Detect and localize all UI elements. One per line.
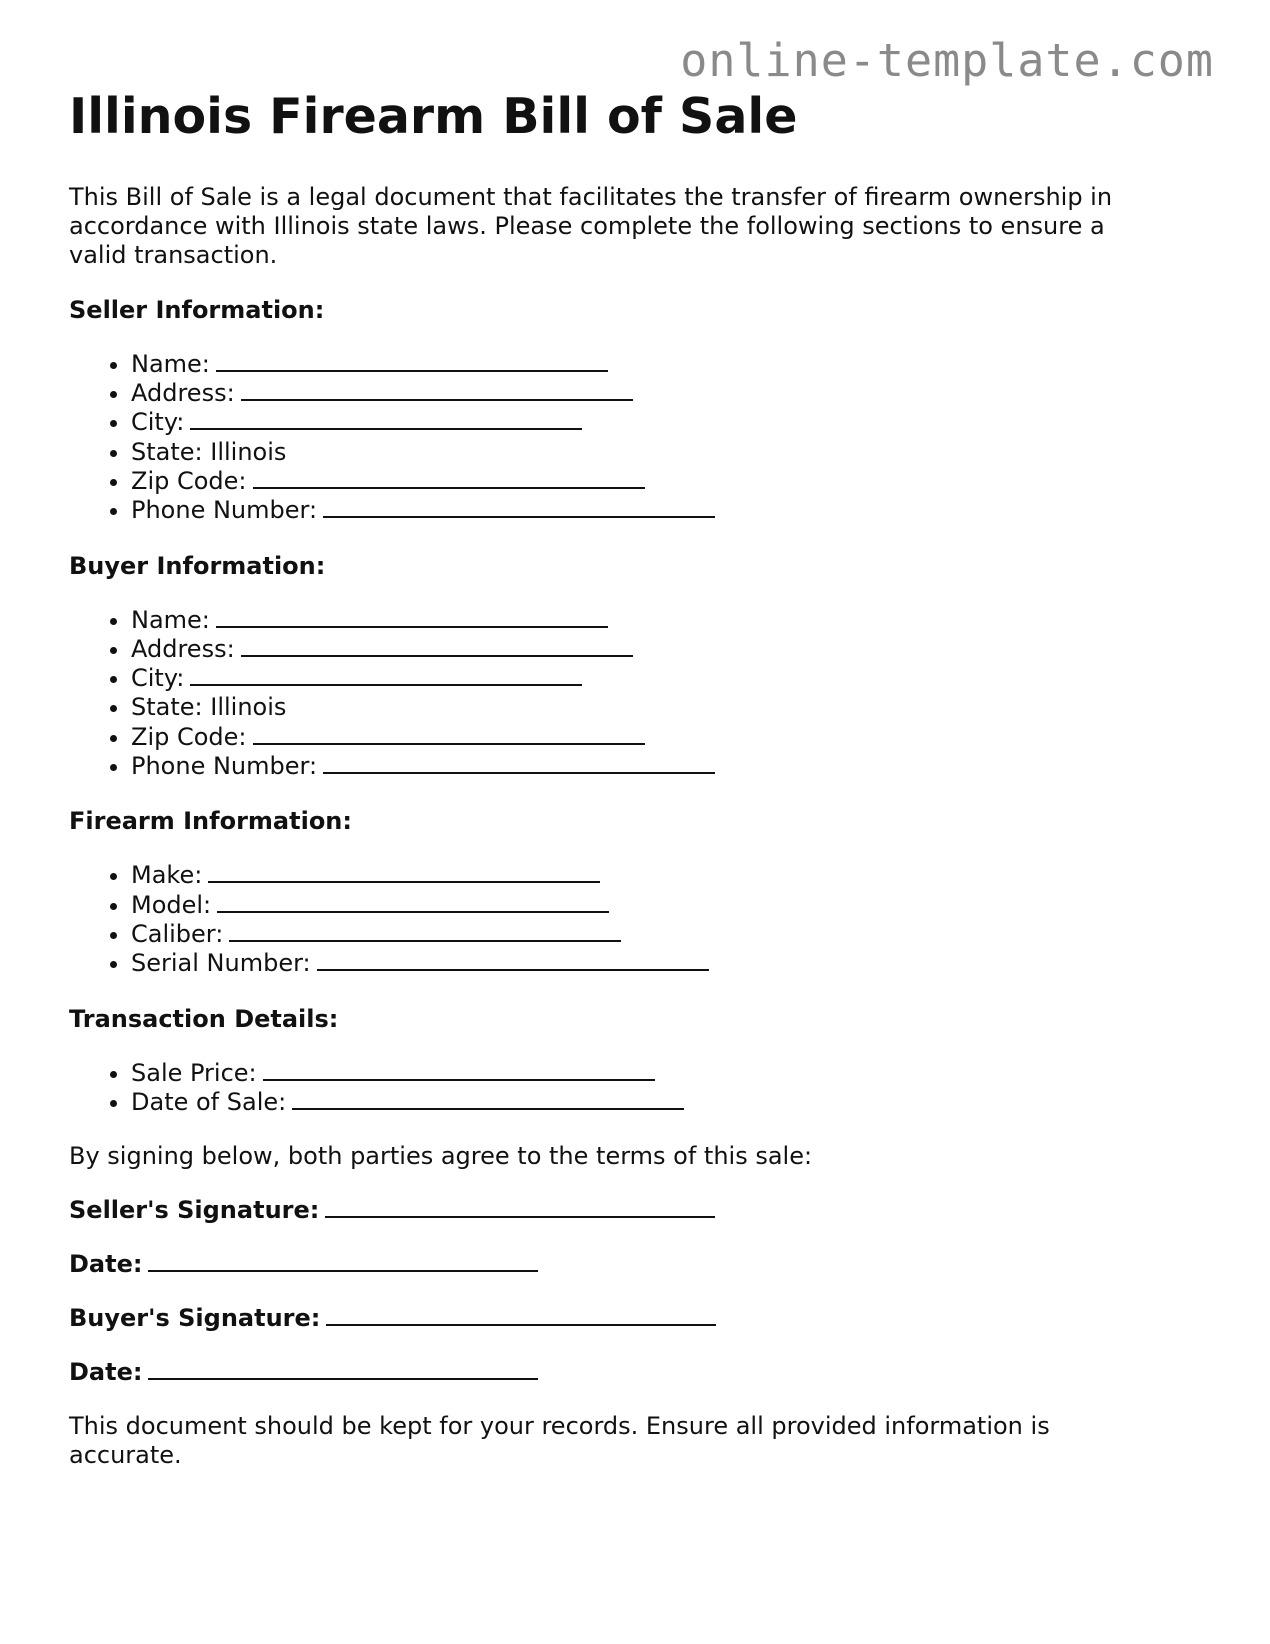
transaction-price-blank[interactable] xyxy=(263,1059,655,1081)
transaction-date-blank[interactable] xyxy=(292,1088,684,1110)
firearm-serial-label: Serial Number: xyxy=(131,949,311,978)
buyer-date-label: Date: xyxy=(69,1358,143,1387)
seller-signature-row xyxy=(69,1196,1219,1225)
seller-zip-blank[interactable] xyxy=(253,467,645,489)
seller-name-blank[interactable] xyxy=(216,350,608,372)
transaction-fields xyxy=(69,1059,1219,1118)
buyer-state-label: State: Illinois xyxy=(131,693,287,722)
transaction-price-item xyxy=(131,1059,1219,1088)
buyer-date-blank[interactable] xyxy=(148,1358,538,1380)
firearm-serial-blank[interactable] xyxy=(317,949,709,971)
seller-signature-blank[interactable] xyxy=(325,1196,715,1218)
firearm-make-label: Make: xyxy=(131,861,203,890)
firearm-fields xyxy=(69,861,1219,978)
buyer-name-item xyxy=(131,606,1219,635)
firearm-caliber-label: Caliber: xyxy=(131,919,224,948)
buyer-signature-blank[interactable] xyxy=(326,1304,716,1326)
firearm-make-blank[interactable] xyxy=(208,861,600,883)
seller-city-label: City: xyxy=(131,408,185,437)
seller-phone-label: Phone Number: xyxy=(131,496,318,525)
buyer-date-row xyxy=(69,1358,1219,1387)
seller-zip-item xyxy=(131,467,1219,496)
firearm-model-blank[interactable] xyxy=(217,891,609,913)
seller-date-label: Date: xyxy=(69,1250,143,1279)
seller-city-item xyxy=(131,408,1219,437)
seller-signature-label: Seller's Signature: xyxy=(69,1196,320,1225)
buyer-zip-blank[interactable] xyxy=(253,723,645,745)
buyer-zip-label: Zip Code: xyxy=(131,722,247,751)
seller-address-item xyxy=(131,379,1219,408)
firearm-caliber-blank[interactable] xyxy=(229,920,621,942)
buyer-name-label: Name: xyxy=(131,605,210,634)
seller-name-label: Name: xyxy=(131,349,210,378)
seller-phone-blank[interactable] xyxy=(323,496,715,518)
transaction-heading: Transaction Details: xyxy=(69,1004,339,1033)
buyer-address-item xyxy=(131,635,1219,664)
buyer-heading: Buyer Information: xyxy=(69,551,326,580)
buyer-city-blank[interactable] xyxy=(190,664,582,686)
seller-address-label: Address: xyxy=(131,379,235,408)
seller-phone-item xyxy=(131,496,1219,525)
seller-state-label: State: Illinois xyxy=(131,437,287,466)
page-title: Illinois Firearm Bill of Sale xyxy=(69,88,798,145)
seller-heading: Seller Information: xyxy=(69,295,325,324)
seller-fields xyxy=(69,350,1219,526)
buyer-city-label: City: xyxy=(131,664,185,693)
buyer-state-item xyxy=(131,693,1219,722)
seller-zip-label: Zip Code: xyxy=(131,466,247,495)
footer-note: This document should be kept for your records. Ensure all provided information is accurate. xyxy=(69,1412,1050,1470)
buyer-phone-blank[interactable] xyxy=(323,752,715,774)
seller-city-blank[interactable] xyxy=(190,408,582,430)
transaction-date-item xyxy=(131,1088,1219,1117)
transaction-date-label: Date of Sale: xyxy=(131,1087,287,1116)
seller-date-blank[interactable] xyxy=(148,1250,538,1272)
buyer-address-label: Address: xyxy=(131,634,235,663)
buyer-zip-item xyxy=(131,723,1219,752)
buyer-signature-label: Buyer's Signature: xyxy=(69,1304,321,1333)
watermark: online-template.com xyxy=(680,34,1214,87)
buyer-city-item xyxy=(131,664,1219,693)
buyer-name-blank[interactable] xyxy=(216,606,608,628)
firearm-serial-item xyxy=(131,949,1219,978)
firearm-make-item xyxy=(131,861,1219,890)
firearm-heading: Firearm Information: xyxy=(69,807,352,836)
transaction-price-label: Sale Price: xyxy=(131,1058,257,1087)
buyer-fields xyxy=(69,606,1219,782)
intro-paragraph: This Bill of Sale is a legal document that facilitates the transfer of firearm ownership in accordance with Illinois state laws. Please complete the following sections to ensure a valid transaction. xyxy=(69,182,1113,269)
buyer-phone-item xyxy=(131,752,1219,781)
buyer-address-blank[interactable] xyxy=(241,635,633,657)
document-page xyxy=(69,88,1219,1470)
firearm-model-item xyxy=(131,891,1219,920)
seller-state-item xyxy=(131,438,1219,467)
seller-name-item xyxy=(131,350,1219,379)
agreement-text: By signing below, both parties agree to the terms of this sale: xyxy=(69,1142,813,1171)
buyer-phone-label: Phone Number: xyxy=(131,752,318,781)
firearm-caliber-item xyxy=(131,920,1219,949)
firearm-model-label: Model: xyxy=(131,890,212,919)
seller-date-row xyxy=(69,1250,1219,1279)
seller-address-blank[interactable] xyxy=(241,379,633,401)
buyer-signature-row xyxy=(69,1304,1219,1333)
